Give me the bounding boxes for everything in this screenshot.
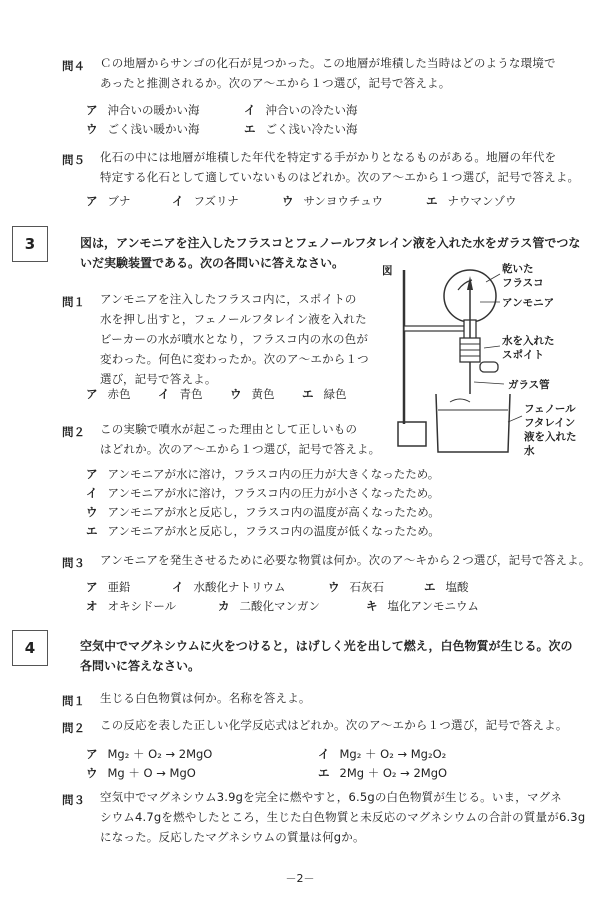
question-line: あったと推測されるか。次のア～エから１つ選び，記号で答えよ。 — [100, 76, 451, 90]
option-key: ア — [86, 580, 98, 594]
option-text: 2Mg ＋ O₂ → 2MgO — [339, 766, 448, 780]
option — [86, 193, 131, 209]
question-line: 変わった。何色に変わったか。次のア～エから１つ — [100, 352, 369, 366]
question-label: 問３ — [62, 556, 85, 570]
option — [158, 386, 203, 402]
option-key: キ — [366, 599, 378, 613]
option-key: ウ — [230, 387, 242, 401]
question-line: Ｃの地層からサンゴの化石が見つかった。この地層が堆積した当時はどのような環境で — [100, 56, 556, 70]
option-text: Mg ＋ O → MgO — [107, 766, 196, 780]
option — [86, 523, 440, 539]
question-line: この実験で噴水が起こった理由として正しいもの — [100, 422, 358, 436]
option — [86, 504, 440, 520]
option-text: ブナ — [107, 194, 131, 208]
option-text: ごく浅い冷たい海 — [265, 122, 358, 136]
question-label: 問１ — [62, 694, 85, 708]
option-text: 緑色 — [323, 387, 347, 401]
option-text: サンヨウチュウ — [303, 194, 384, 208]
figure-label: 図 — [382, 265, 393, 277]
option-text: ごく浅い暖かい海 — [107, 122, 200, 136]
question-text — [100, 147, 579, 187]
option-key: エ — [426, 194, 438, 208]
question-label: 問３ — [62, 793, 85, 807]
option-text: Mg₂ ＋ O₂ → Mg₂O₂ — [339, 747, 447, 761]
option-key: カ — [218, 599, 230, 613]
option-text: 塩酸 — [445, 580, 469, 594]
option-text: 亜鉛 — [107, 580, 131, 594]
option-text: Mg₂ ＋ O₂ → 2MgO — [107, 747, 213, 761]
option — [86, 102, 200, 118]
option — [86, 466, 439, 482]
option-key: イ — [158, 387, 170, 401]
beaker-label: 水 — [524, 445, 535, 457]
option — [318, 746, 446, 762]
option-text: 塩化アンモニウム — [387, 599, 479, 613]
option-text: 沖合いの冷たい海 — [265, 103, 358, 117]
fountain-experiment-figure — [380, 262, 600, 462]
option-key: エ — [244, 122, 256, 136]
question-text: 生じる白色物質は何か。名称を答えよ。 — [100, 691, 311, 705]
option — [328, 579, 384, 595]
option-key: エ — [302, 387, 314, 401]
option-key: イ — [172, 194, 184, 208]
clamp — [404, 326, 466, 331]
beaker — [436, 394, 510, 452]
question-line: シウム4.7gを燃やしたところ，生じた白色物質と未反応のマグネシウムの合計の質量が6.3g — [100, 810, 586, 824]
question-line: 化石の中には地層が堆積した年代を特定する手がかりとなるものがある。地層の年代を — [100, 150, 557, 164]
section-number: 3 — [12, 226, 48, 262]
question-label: 問２ — [62, 425, 85, 439]
option — [230, 386, 275, 402]
option — [86, 598, 176, 614]
option — [86, 386, 131, 402]
option-key: ウ — [86, 122, 98, 136]
option-text: アンモニアが水と反応し，フラスコ内の温度が高くなったため。 — [107, 505, 440, 519]
option-text: 黄色 — [251, 387, 275, 401]
question-text: アンモニアを発生させるために必要な物質は何か。次のア～キから２つ選び，記号で答えよ。 — [100, 553, 591, 567]
question-line: になった。反応したマグネシウムの質量は何gか。 — [100, 830, 365, 844]
option-text: アンモニアが水と反応し，フラスコ内の温度が低くなったため。 — [107, 524, 440, 538]
question-line: 特定する化石として適していないものはどれか。次のア～エから１つ選び，記号で答えよ。 — [100, 170, 580, 184]
option-text: 水酸化ナトリウム — [193, 580, 286, 594]
question-text — [100, 419, 380, 459]
question-label: 問４ — [62, 59, 85, 73]
option — [366, 598, 479, 614]
section-title-line: いだ実験装置である。次の各問いに答えなさい。 — [80, 256, 345, 270]
option-text: フズリナ — [193, 194, 239, 208]
beaker-label: 液を入れた — [524, 431, 577, 443]
dropper — [480, 362, 498, 372]
option-key: イ — [244, 103, 256, 117]
section-title-line: 各問いに答えなさい。 — [80, 659, 201, 673]
option-key: イ — [172, 580, 184, 594]
question-label: 問２ — [62, 721, 85, 735]
option-text: 青色 — [179, 387, 203, 401]
ammonia-label: アンモニア — [502, 297, 555, 309]
question-label: 問５ — [62, 153, 85, 167]
question-line: 空気中でマグネシウム3.9gを完全に燃やすと，6.5gの白色物質が生じる。いま，マグネ — [100, 790, 562, 804]
question-text — [100, 53, 556, 93]
option — [86, 121, 200, 137]
option — [424, 579, 469, 595]
option-text: 沖合いの暖かい海 — [107, 103, 200, 117]
dropper-label: 水を入れた — [502, 335, 555, 347]
option-key: ア — [86, 467, 98, 481]
section-title-line: 空気中でマグネシウムに火をつけると，はげしく光を出して燃え，白色物質が生じる。次の — [80, 639, 573, 653]
question-line: アンモニアを注入したフラスコ内に，スポイトの — [100, 292, 357, 306]
beaker-label: フタレイン — [524, 417, 576, 429]
option — [86, 579, 131, 595]
option-text: 赤色 — [107, 387, 131, 401]
question-text — [100, 787, 585, 847]
question-line: はどれか。次のア～エから１つ選び，記号で答えよ。 — [100, 442, 381, 456]
question-line: ビーカーの水が噴水となり，フラスコ内の水の色が — [100, 332, 369, 346]
option — [318, 765, 447, 781]
question-text — [100, 289, 369, 389]
option — [86, 746, 212, 762]
option — [282, 193, 383, 209]
question-line: 選び，記号で答えよ。 — [100, 372, 217, 386]
option-key: イ — [318, 747, 330, 761]
option-key: エ — [86, 524, 98, 538]
option-text: 石灰石 — [349, 580, 384, 594]
section-title — [80, 636, 572, 676]
section-number: 4 — [12, 630, 48, 666]
option — [172, 579, 285, 595]
option — [302, 386, 347, 402]
option-key: イ — [86, 486, 98, 500]
option-text: ナウマンゾウ — [447, 194, 517, 208]
option-text: 二酸化マンガン — [239, 599, 320, 613]
page-number: －2－ — [285, 872, 315, 885]
flask-label: フラスコ — [502, 277, 544, 289]
question-line: 水を押し出すと，フェノールフタレイン液を入れた — [100, 312, 367, 326]
beaker-label: フェノール — [524, 403, 576, 415]
option — [86, 765, 196, 781]
question-text: この反応を表した正しい化学反応式はどれか。次のア～エから１つ選び，記号で答えよ。 — [100, 718, 568, 732]
option-key: ウ — [86, 766, 98, 780]
option-text: アンモニアが水に溶け，フラスコ内の圧力が大きくなったため。 — [107, 467, 440, 481]
option — [172, 193, 239, 209]
option-key: オ — [86, 599, 98, 613]
flask-label: 乾いた — [502, 263, 534, 275]
question-label: 問１ — [62, 295, 85, 309]
option — [244, 102, 358, 118]
option-key: ウ — [86, 505, 98, 519]
section-title-line: 図は，アンモニアを注入したフラスコとフェノールフタレイン液を入れた水をガラス管でつな — [80, 236, 581, 250]
option — [244, 121, 358, 137]
dropper-label: スポイト — [502, 349, 544, 361]
option — [426, 193, 517, 209]
option — [218, 598, 320, 614]
option-key: ウ — [282, 194, 294, 208]
stand-base — [398, 422, 426, 446]
option-key: エ — [318, 766, 330, 780]
option-key: ウ — [328, 580, 340, 594]
option — [86, 485, 439, 501]
option-key: エ — [424, 580, 436, 594]
option-key: ア — [86, 194, 98, 208]
tube-label: ガラス管 — [508, 379, 550, 391]
option-key: ア — [86, 747, 98, 761]
option-text: アンモニアが水に溶け，フラスコ内の圧力が小さくなったため。 — [107, 486, 440, 500]
option-text: オキシドール — [107, 599, 177, 613]
option-key: ア — [86, 103, 98, 117]
option-key: ア — [86, 387, 98, 401]
